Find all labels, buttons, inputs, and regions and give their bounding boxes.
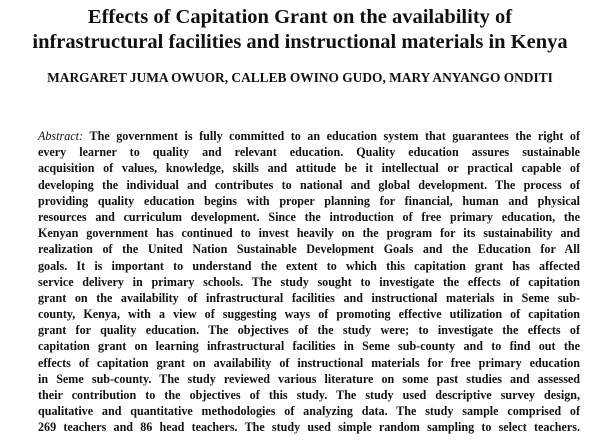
abstract-line-8: realization of the United Nation Sustainable Development Goals and the Education for All (38, 242, 580, 257)
abstract-line-2: every learner to quality and relevant education. Quality education assures sustainable (38, 145, 580, 160)
abstract-line-17: their contribution to the objectives of this study. The study used descriptive survey design, (38, 388, 580, 402)
abstract-line-16: in Seme sub-county. The study reviewed various literature on some past studies and assessed (38, 371, 580, 386)
abstract-line-1 (38, 128, 580, 144)
abstract-line-3: acquisition of values, knowledge, skills and attitude be it intellectual or practical capable of (38, 161, 580, 176)
abstract-line-4: developing the individual and contributes to national and global development. The process of (38, 177, 580, 192)
abstract-line-11: grant on the availability of infrastructural facilities and instructional materials in Seme sub- (38, 290, 580, 305)
paper-title-line-1: Effects of Capitation Grant on the availability of (87, 6, 513, 28)
abstract-label: Abstract: (38, 129, 84, 143)
abstract-line-19: 269 teachers and 86 head teachers. The study used simple random sampling to select teachers. (38, 420, 580, 435)
abstract-line-9: goals. It is important to understand the extent to which this capitation grant has affected (38, 258, 580, 273)
paper-title-line-2: infrastructural facilities and instructional materials in Kenya (32, 31, 568, 53)
abstract-line-7: Kenyan government has continued to invest heavily on the program for its sustainability and (38, 226, 580, 241)
abstract-line-6: resources and curriculum development. Since the introduction of free primary education, the (38, 209, 580, 224)
author-list: MARGARET JUMA OWUOR, CALLEB OWINO GUDO, MARY ANYANGO ONDITI (47, 70, 553, 85)
abstract (38, 128, 580, 436)
abstract-line-13: grant for quality education. The objectives of the study were; to investigate the effects of (38, 323, 580, 338)
abstract-line-5: providing quality education begins with proper planning for financial, human and physical (38, 193, 580, 208)
abstract-text: The government is fully committed to an education system that guarantees the right of (89, 129, 580, 143)
paper-title (0, 5, 600, 55)
abstract-line-12: county, Kenya, with a view of suggesting ways of promoting effective utilization of capitation (38, 307, 580, 322)
abstract-line-18: qualitative and quantitative methodologies of analyzing data. The study sample comprised of (38, 404, 580, 419)
abstract-line-14: capitation grant on learning infrastructural facilities in Seme sub-county and to find out the (38, 339, 580, 354)
abstract-line-15: effects of capitation grant on availability of instructional materials for free primary education (38, 355, 580, 370)
abstract-line-10: service delivery in primary schools. The study sought to investigate the effects of capitation (38, 274, 580, 289)
